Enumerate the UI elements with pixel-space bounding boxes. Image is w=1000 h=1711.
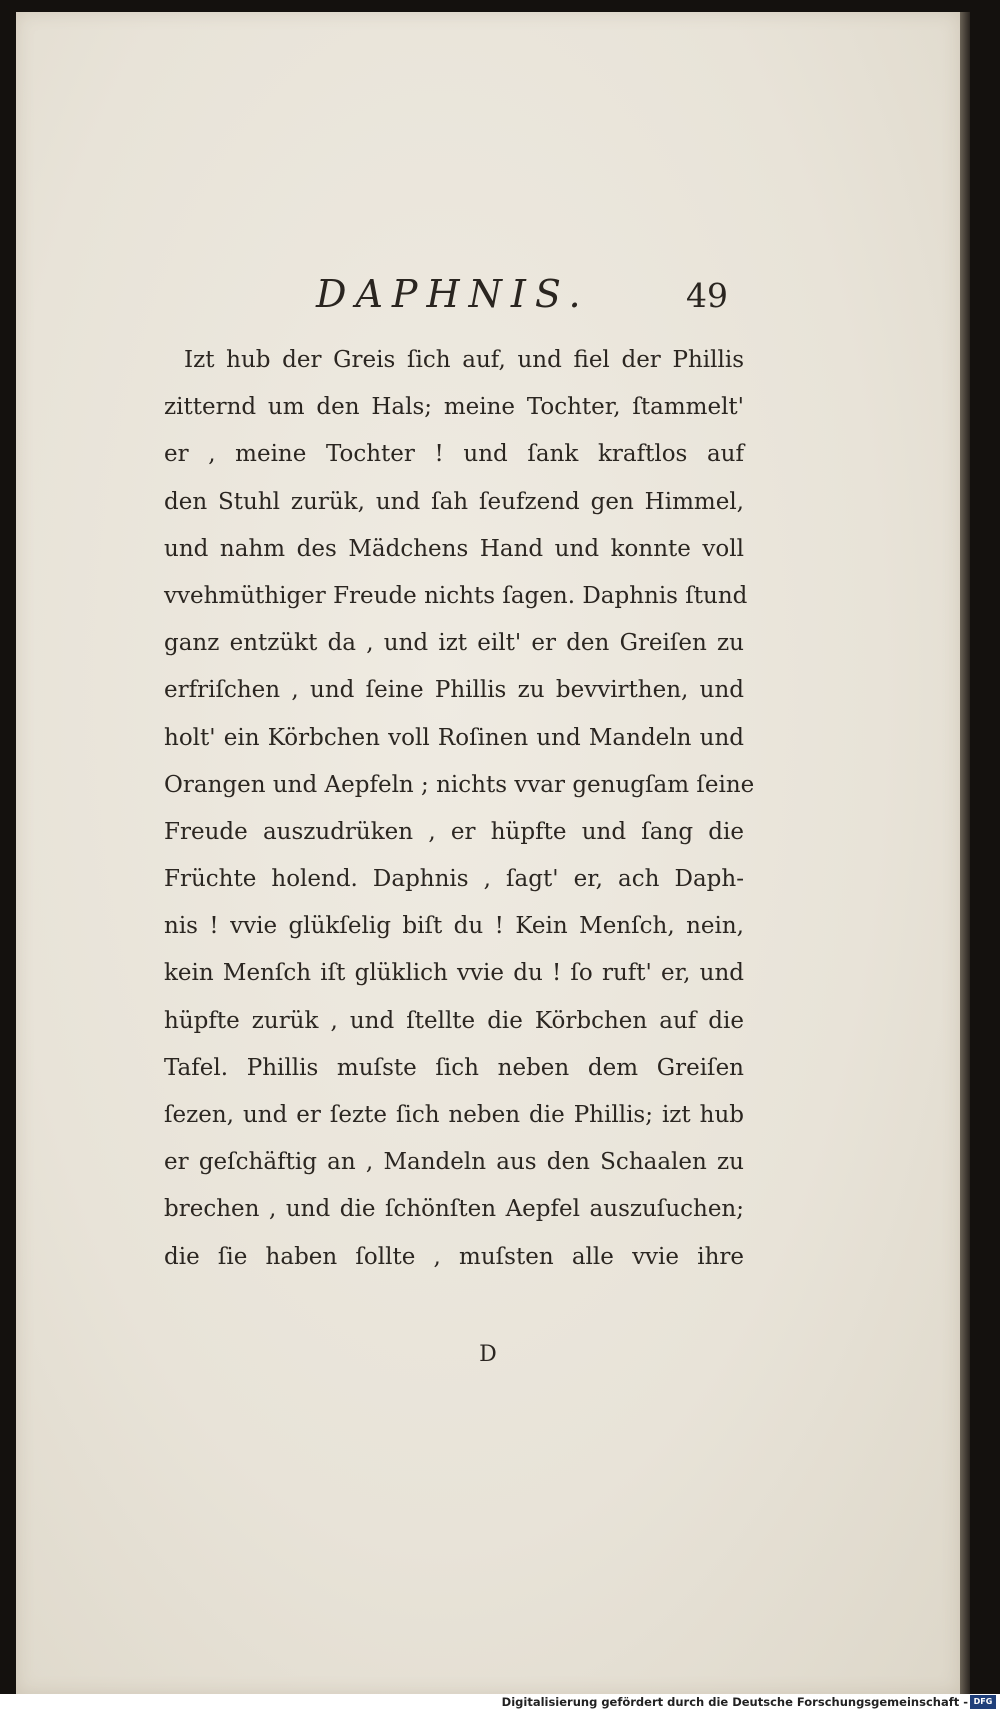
text-line: Früchte holend. Daphnis , ſagt' er, ach Daph-: [164, 866, 744, 893]
text-line: nis ! vvie glükſelig biſt du ! Kein Menſch, nein,: [164, 913, 744, 940]
text-line: den Stuhl zurük, und ſah ſeufzend gen Himmel,: [164, 488, 744, 515]
page-number: 49: [686, 276, 728, 315]
text-line: erfriſchen , und ſeine Phillis zu bevvirthen, und: [164, 677, 744, 704]
text-line: die ſie haben ſollte , muſsten alle vvie ihre: [164, 1243, 744, 1270]
text-line: Tafel. Phillis muſste ſich neben dem Greiſen: [164, 1054, 744, 1081]
text-line: Freude auszudrüken , er hüpfte und ſang die: [164, 818, 744, 845]
text-line: ganz entzükt da , und izt eilt' er den Greiſen zu: [164, 630, 744, 657]
text-line: und nahm des Mädchens Hand und konnte voll: [164, 535, 744, 562]
text-line: holt' ein Körbchen voll Roſinen und Mandeln und: [164, 724, 744, 751]
signature-mark: D: [479, 1342, 497, 1367]
dfg-logo: DFG: [970, 1695, 996, 1709]
text-line: Orangen und Aepfeln ; nichts vvar genugſam ſeine: [164, 771, 755, 798]
running-title: DAPHNIS.: [316, 272, 590, 316]
footer-banner: [0, 1694, 1000, 1711]
text-line: vvehmüthiger Freude nichts ſagen. Daphnis ſtund: [164, 582, 748, 609]
text-line: zitternd um den Hals; meine Tochter, ſtammelt': [164, 394, 744, 421]
text-line: kein Menſch iſt glüklich vvie du ! ſo ruft' er, und: [164, 960, 744, 987]
text-line: hüpfte zurük , und ſtellte die Körbchen auf die: [164, 1007, 744, 1034]
page-edge: [960, 12, 970, 1694]
body-text: [164, 337, 755, 1281]
text-line: brechen , und die ſchönſten Aepfel auszuſuchen;: [164, 1196, 744, 1223]
book-page: [16, 12, 960, 1694]
text-line: Izt hub der Greis ſich auf, und fiel der Phillis: [184, 347, 744, 373]
page-header: [16, 262, 960, 322]
text-line: er , meine Tochter ! und ſank kraftlos auf: [164, 441, 744, 468]
funding-attribution: Digitalisierung gefördert durch die Deutsche Forschungsgemeinschaft -: [501, 1695, 968, 1709]
text-line: ſezen, und er ſezte ſich neben die Phillis; izt hub: [164, 1102, 744, 1128]
text-line: er geſchäftig an , Mandeln aus den Schaalen zu: [164, 1149, 744, 1176]
